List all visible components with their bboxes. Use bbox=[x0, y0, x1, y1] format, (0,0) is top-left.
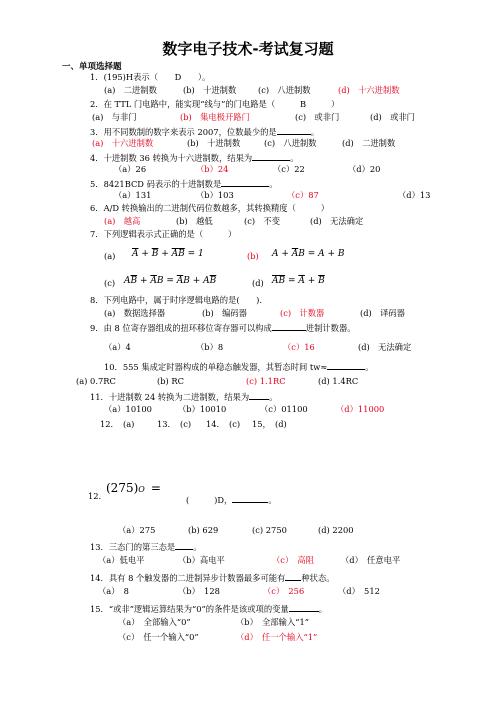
q2-stem: 2．在 TTL 门电路中，能实现“线与”的门电路是（ B ） bbox=[90, 99, 340, 109]
q9-option-a: （a）4 bbox=[104, 342, 131, 352]
q13-option-d: （d） 任意电平 bbox=[341, 555, 401, 565]
q8-option-b: (b) 编码器 bbox=[202, 308, 247, 318]
q13-option-a: （a）低电平 bbox=[98, 555, 145, 565]
q7-stem: 7．下列逻辑表示式正确的是（ ） bbox=[90, 229, 237, 239]
q10-option-a: (a) 0.7RC bbox=[76, 376, 116, 386]
q12-paren: ( )D， 。 bbox=[186, 495, 277, 505]
q4-option-b: （b）24 bbox=[196, 164, 229, 174]
q5-stem: 5．8421BCD 码表示的十进制数是 。 bbox=[90, 179, 278, 189]
q10-option-b: (b) RC bbox=[157, 376, 185, 386]
q9-option-d: (d) 无法确定 bbox=[358, 342, 412, 352]
q6-option-c: (c) 不变 bbox=[244, 216, 281, 226]
q7-option-a-label: (a) bbox=[104, 251, 116, 261]
q7-option-d-label: (d) bbox=[252, 278, 264, 288]
q14-option-a: （a） 8 bbox=[98, 586, 129, 596]
q3-option-a: (a) 十六进制数 bbox=[92, 138, 154, 148]
q7-formula-d: $\overline{AB} = \overline{A} + \overline{B}$ bbox=[272, 276, 325, 286]
q1-option-c: (c) 八进制数 bbox=[258, 85, 311, 95]
q1-stem: 1．(195)H表示（ D ）。 bbox=[90, 72, 211, 82]
q5-option-a: （a）131 bbox=[114, 190, 152, 200]
q12-expression: (275)O = bbox=[106, 481, 161, 495]
q14-stem: 14．具有 8 个触发器的二进制异步计数器最多可能有 种状态。 bbox=[90, 573, 335, 583]
page-title: 数字电子技术-考试复习题 bbox=[162, 40, 334, 58]
q11-option-c: （c）01100 bbox=[260, 404, 308, 414]
q2-option-a: (a) 与非门 bbox=[92, 112, 137, 122]
q12-number: 12. bbox=[88, 491, 102, 501]
answer-14: 14． (c) bbox=[206, 419, 241, 429]
q10-stem: 10．555 集成定时器构成的单稳态触发器，其暂态时间 tw≈ 。 bbox=[104, 362, 374, 372]
q8-option-a: (a) 数据选择器 bbox=[104, 308, 166, 318]
q15-stem: 15．“或非”逻辑运算结果为“0”的条件是该或项的变量 。 bbox=[90, 604, 328, 614]
q15-option-b: （b） 全部输入“1” bbox=[236, 617, 310, 627]
answer-12: 12． (a) bbox=[100, 419, 135, 429]
q1-option-a: (a) 二进制数 bbox=[104, 85, 157, 95]
q5-option-c: （c）87 bbox=[287, 190, 319, 200]
q13-option-b: （b）高电平 bbox=[178, 555, 225, 565]
q11-option-b: （b）10010 bbox=[178, 404, 227, 414]
q11-option-d: （d）11000 bbox=[336, 404, 385, 414]
q7-formula-c: $A\overline{B} + \overline{A}B = \overline{A}B + A\overline{B}$ bbox=[124, 276, 217, 286]
q12-option-b: (b) 629 bbox=[188, 525, 219, 535]
q8-option-c: (c) 计数器 bbox=[280, 308, 325, 318]
q9-option-b: （b）8 bbox=[196, 342, 224, 352]
q3-option-c: (c) 八进制数 bbox=[264, 138, 317, 148]
q8-option-d: (d) 译码器 bbox=[360, 308, 405, 318]
q7-option-b-label: (b) bbox=[247, 251, 259, 261]
q10-option-c: (c) 1.1RC bbox=[246, 376, 286, 386]
q6-stem: 6．A/D 转换输出的二进制代码位数越多，其转换精度（ ） bbox=[90, 203, 330, 213]
q4-option-c: （c）22 bbox=[273, 164, 305, 174]
q12-option-c: (c) 2750 bbox=[252, 525, 287, 535]
section-heading: 一、单项选择题 bbox=[62, 62, 122, 72]
q11-stem: 11．十进制数 24 转换为二进制数，结果为 。 bbox=[90, 392, 278, 402]
q2-option-c: (c) 或非门 bbox=[295, 112, 340, 122]
q12-option-a: （a）275 bbox=[118, 525, 156, 535]
q7-formula-a: $\overline{A} + \overline{B} + \overline{A}\overline{B} = 1$ bbox=[132, 249, 204, 259]
answer-13: 13． (c) bbox=[157, 419, 192, 429]
q5-option-d: （d）13 bbox=[398, 190, 431, 200]
q3-option-b: (b) 十进制数 bbox=[187, 138, 241, 148]
q15-option-d: （d） 任一个输入“1” bbox=[236, 632, 318, 642]
q2-option-d: (d) 或非门 bbox=[370, 112, 415, 122]
q4-option-d: （d）20 bbox=[348, 164, 381, 174]
q2-option-b: (b) 集电极开路门 bbox=[180, 112, 250, 122]
q14-option-d: （d） 512 bbox=[338, 586, 380, 596]
q1-option-b: (b) 十进制数 bbox=[183, 85, 237, 95]
q15-option-c: （c） 任一个输入“0” bbox=[118, 632, 199, 642]
q3-stem: 3．用不同数制的数字来表示 2007，位数最少的是 。 bbox=[90, 127, 319, 137]
q15-option-a: （a） 全部输入“0” bbox=[118, 617, 191, 627]
q6-option-b: (b) 越低 bbox=[176, 216, 213, 226]
q10-option-d: (d) 1.4RC bbox=[318, 376, 359, 386]
q13-option-c: （c） 高阻 bbox=[272, 555, 314, 565]
q4-stem: 4．十进制数 36 转换为十六进制数，结果为 。 bbox=[90, 153, 299, 163]
q4-option-a: （a）26 bbox=[114, 164, 147, 174]
q9-option-c: （c）16 bbox=[283, 342, 315, 352]
q14-option-c: （c） 256 bbox=[263, 586, 305, 596]
q1-option-d: (d) 十六进制数 bbox=[338, 85, 400, 95]
answer-15: 15， (d) bbox=[252, 419, 287, 429]
q7-option-c-label: (c) bbox=[104, 278, 116, 288]
q14-option-b: （b） 128 bbox=[178, 586, 220, 596]
q8-stem: 8．下列电路中，属于时序逻辑电路的是( ). bbox=[90, 295, 263, 305]
q6-option-a: (a) 越高 bbox=[104, 216, 141, 226]
q11-option-a: （a）10100 bbox=[104, 404, 152, 414]
q9-stem: 9．由 8 位寄存器组成的扭环移位寄存器可以构成 进制计数器。 bbox=[90, 323, 356, 333]
q5-option-b: （b）103 bbox=[196, 190, 234, 200]
q6-option-d: (d) 无法确定 bbox=[310, 216, 364, 226]
q7-formula-b: $A + \overline{A}B = A + B$ bbox=[272, 249, 345, 259]
q13-stem: 13．三态门的第三态是 。 bbox=[90, 542, 202, 552]
q12-option-d: (d) 2200 bbox=[318, 525, 354, 535]
q3-option-d: (d) 二进制数 bbox=[342, 138, 396, 148]
